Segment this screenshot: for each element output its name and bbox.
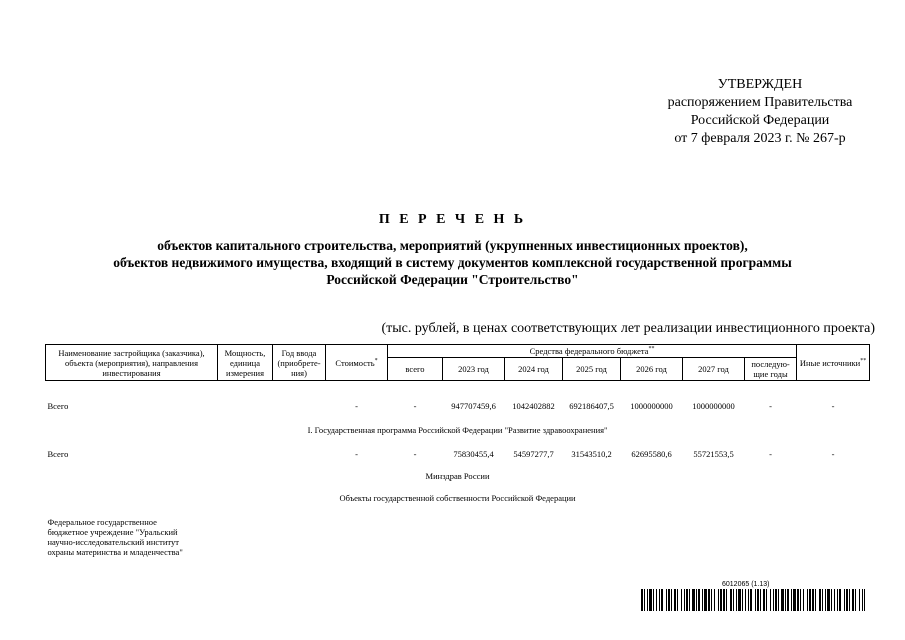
investment-table bbox=[45, 344, 870, 557]
institution-line-3: научно-исследовательский институт bbox=[47, 536, 180, 547]
approval-line-3: Российской Федерации bbox=[690, 113, 830, 128]
cell-2026: 62695580,6 bbox=[631, 448, 672, 459]
institution-line-1: Федеральное государственное bbox=[47, 516, 157, 527]
ministry-heading: Минздрав России bbox=[425, 470, 490, 481]
header-federal-budget: Средства федерального бюджета bbox=[529, 346, 649, 356]
institution-line-4: охраны материнства и младенчества" bbox=[47, 546, 183, 557]
header-name: Наименование застройщика (заказчика), объекта (мероприятия), направления инвестирования bbox=[46, 345, 218, 381]
header-sub-2026: 2026 год bbox=[621, 358, 683, 381]
cell-total: - bbox=[413, 400, 417, 411]
row-label: Всего bbox=[47, 448, 69, 459]
cell-2025: 692186407,5 bbox=[569, 400, 614, 411]
ownership-heading: Объекты государственной собственности Российской Федерации bbox=[339, 492, 576, 503]
section-heading: I. Государственная программа Российской Федерации "Развитие здравоохранения" bbox=[307, 424, 608, 435]
subtitle-line-1: объектов капитального строительства, мероприятий (укрупненных инвестиционных проектов), bbox=[157, 238, 748, 253]
header-sub-2024: 2024 год bbox=[505, 358, 563, 381]
cell-other: - bbox=[831, 448, 835, 459]
cell-later: - bbox=[769, 448, 772, 459]
cell-2027: 55721553,5 bbox=[693, 448, 734, 459]
header-sub-2023: 2023 год bbox=[443, 358, 505, 381]
cell-2023: 75830455,4 bbox=[453, 448, 494, 459]
document-subtitle bbox=[20, 237, 885, 288]
table-row-section bbox=[46, 425, 870, 435]
table-row-total bbox=[46, 401, 870, 411]
cell-2024: 54597277,7 bbox=[513, 448, 554, 459]
cell-total: - bbox=[413, 448, 417, 459]
table-row-ownership bbox=[46, 493, 870, 503]
barcode-image bbox=[641, 589, 865, 611]
cell-2023: 947707459,6 bbox=[451, 400, 496, 411]
header-sub-2027: 2027 год bbox=[683, 358, 745, 381]
footnote-mark-single: * bbox=[374, 357, 378, 364]
header-cost: Стоимость bbox=[335, 357, 375, 368]
table-row-ministry bbox=[46, 471, 870, 481]
header-cost-cell bbox=[326, 345, 388, 381]
header-federal-budget-cell bbox=[388, 345, 797, 358]
institution-name bbox=[46, 517, 218, 557]
cell-2024: 1042402882 bbox=[512, 400, 555, 411]
header-capacity: Мощность, единица измерения bbox=[218, 345, 273, 381]
header-sub-2025: 2025 год bbox=[563, 358, 621, 381]
approval-line-2: распоряжением Правительства bbox=[667, 95, 853, 110]
cell-2026: 1000000000 bbox=[630, 400, 673, 411]
header-other: Иные источники bbox=[799, 357, 861, 368]
table-row-total bbox=[46, 449, 870, 459]
approval-line-4: от 7 февраля 2023 г. № 267-р bbox=[674, 131, 846, 146]
cell-later: - bbox=[769, 400, 772, 411]
footnote-mark-double: ** bbox=[648, 346, 655, 353]
approval-block bbox=[640, 76, 880, 148]
cell-cost: - bbox=[355, 400, 358, 411]
row-label: Всего bbox=[47, 400, 69, 411]
units-note: (тыс. рублей, в ценах соответствующих лет реализации инвестиционного проекта) bbox=[381, 321, 875, 336]
approval-line-1: УТВЕРЖДЕН bbox=[717, 77, 803, 92]
subtitle-line-2: объектов недвижимого имущества, входящий в систему документов комплексной государственной программы bbox=[113, 255, 792, 270]
cell-2027: 1000000000 bbox=[692, 400, 735, 411]
header-row-1 bbox=[46, 345, 870, 358]
header-sub-later: последую- щие годы bbox=[745, 358, 797, 381]
header-other-cell bbox=[797, 345, 870, 381]
cell-cost: - bbox=[355, 448, 358, 459]
cell-2025: 31543510,2 bbox=[571, 448, 612, 459]
footnote-mark-double: ** bbox=[860, 357, 867, 364]
header-sub-total: всего bbox=[388, 358, 443, 381]
cell-other: - bbox=[831, 400, 835, 411]
barcode-id: 6012065 (1.13) bbox=[722, 581, 770, 588]
subtitle-line-3: Российской Федерации "Строительство" bbox=[326, 272, 579, 287]
institution-line-2: бюджетное учреждение "Уральский bbox=[47, 526, 178, 537]
header-year: Год ввода (приобрете- ния) bbox=[273, 345, 326, 381]
table-row-institution bbox=[46, 517, 870, 557]
document-title: П Е Р Е Ч Е Н Ь bbox=[378, 212, 527, 227]
